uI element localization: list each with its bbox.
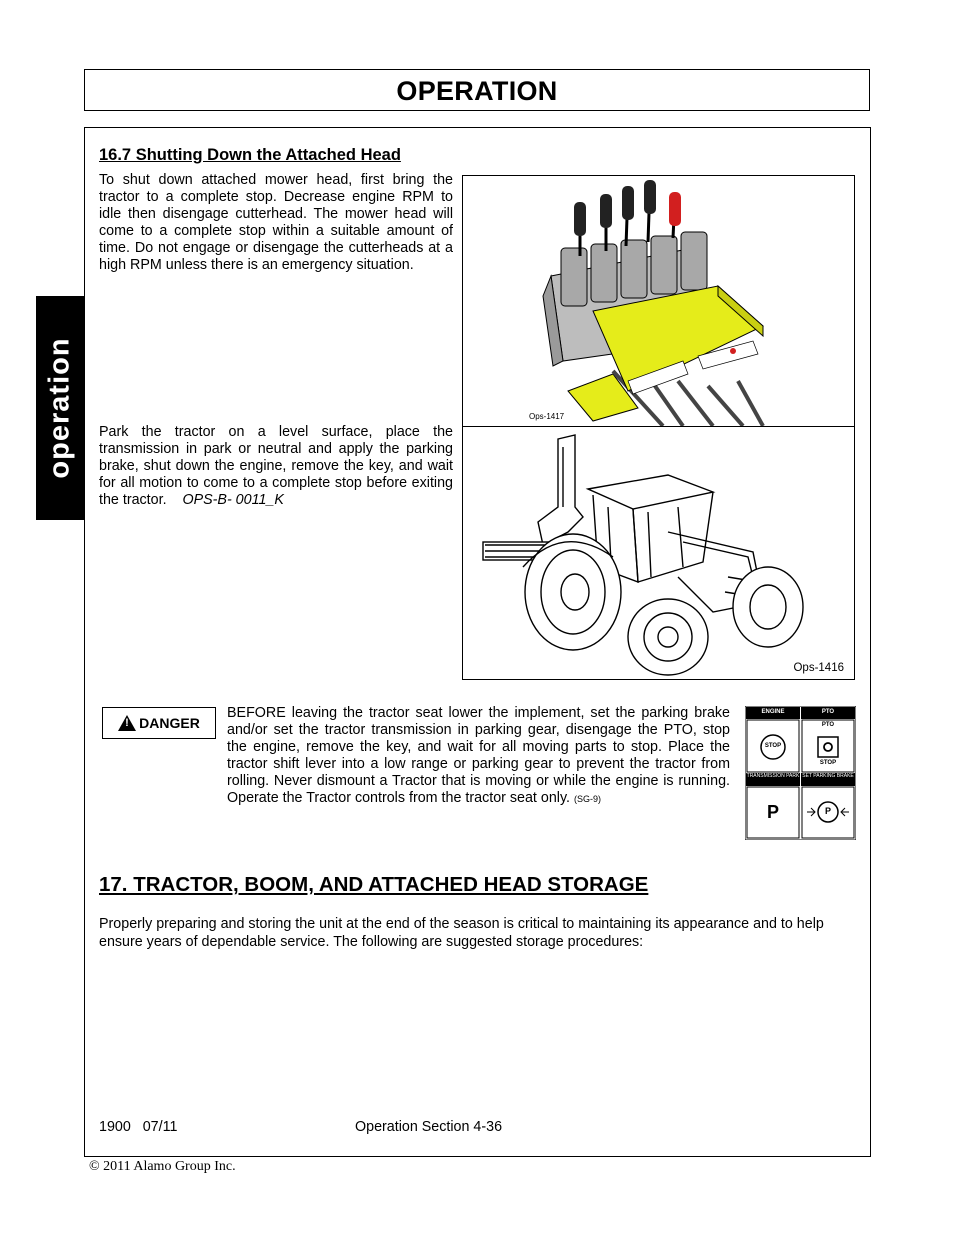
park-paragraph: [99, 424, 453, 509]
shutdown-paragraph: To shut down attached mower head, first bring the tractor to a complete stop. Decrease engine RPM to idle then disengage cutterhead. The mower head will come to a complete stop within a suitable amount of time. Do not engage or disengage the cutterheads at a high RPM unless there is an emergency situation.: [99, 172, 453, 273]
park-text: Park the tractor on a level surface, place the transmission in park or neutral and apply the parking brake, shut down the engine, remove the key, and wait for all motion to come to a complete stop before exiting the tractor.: [99, 424, 453, 508]
section-title-17: 17. TRACTOR, BOOM, AND ATTACHED HEAD STORAGE: [99, 873, 649, 896]
side-tab: [36, 296, 84, 520]
pto-header: PTO: [821, 709, 835, 715]
copyright: © 2011 Alamo Group Inc.: [89, 1159, 236, 1174]
figure-tractor: [462, 426, 855, 680]
danger-label: DANGER: [139, 715, 200, 731]
brake-label: SET PARKING BRAKE: [802, 773, 854, 779]
section-title-16-7: 16.7 Shutting Down the Attached Head: [99, 146, 401, 164]
stop-label-pto: STOP: [819, 760, 837, 766]
control-levers-illustration: [463, 176, 855, 427]
tractor-illustration: [463, 427, 855, 680]
warning-icon: [118, 715, 136, 731]
brake-symbol: P: [824, 806, 831, 816]
footer-section: Operation Section 4-36: [355, 1119, 503, 1135]
footer-model-date: 1900 07/11: [99, 1119, 178, 1135]
pto-panel-label: PTO: [821, 722, 835, 728]
storage-paragraph: Properly preparing and storing the unit at the end of the season is critical to maintaining its appearance and to help ensure years of dependable service. The following are suggested storage procedures:: [99, 916, 824, 950]
engine-label: ENGINE: [761, 709, 785, 715]
danger-paragraph: [227, 705, 730, 808]
figure-1-caption: Ops-1417: [529, 412, 565, 421]
park-symbol: P: [766, 802, 779, 822]
stop-label-engine: STOP: [764, 743, 782, 749]
figure-control-levers: [462, 175, 855, 427]
danger-badge: [102, 707, 216, 739]
danger-ref: (SG-9): [574, 794, 601, 804]
transmission-label: TRANSMISSION PARK: [746, 773, 800, 779]
figure-2-caption: Ops-1416: [793, 662, 844, 674]
park-ref: OPS-B- 0011_K: [182, 492, 284, 508]
danger-text: BEFORE leaving the tractor seat lower the implement, set the parking brake and/or set the tractor transmission in parking gear, disengage the PTO, stop the engine, remove the key, and wait for all moving parts to stop. Place the tractor shift lever into a low range or parking gear to prevent the tractor from rolling. Never dismount a Tractor that is moving or while the engine is running. Operate the Tractor controls from the tractor seat only.: [227, 705, 730, 806]
page-header: [84, 69, 870, 111]
page-title: OPERATION: [396, 76, 558, 106]
safety-decal: [745, 706, 856, 840]
side-tab-label: operation: [43, 337, 76, 479]
